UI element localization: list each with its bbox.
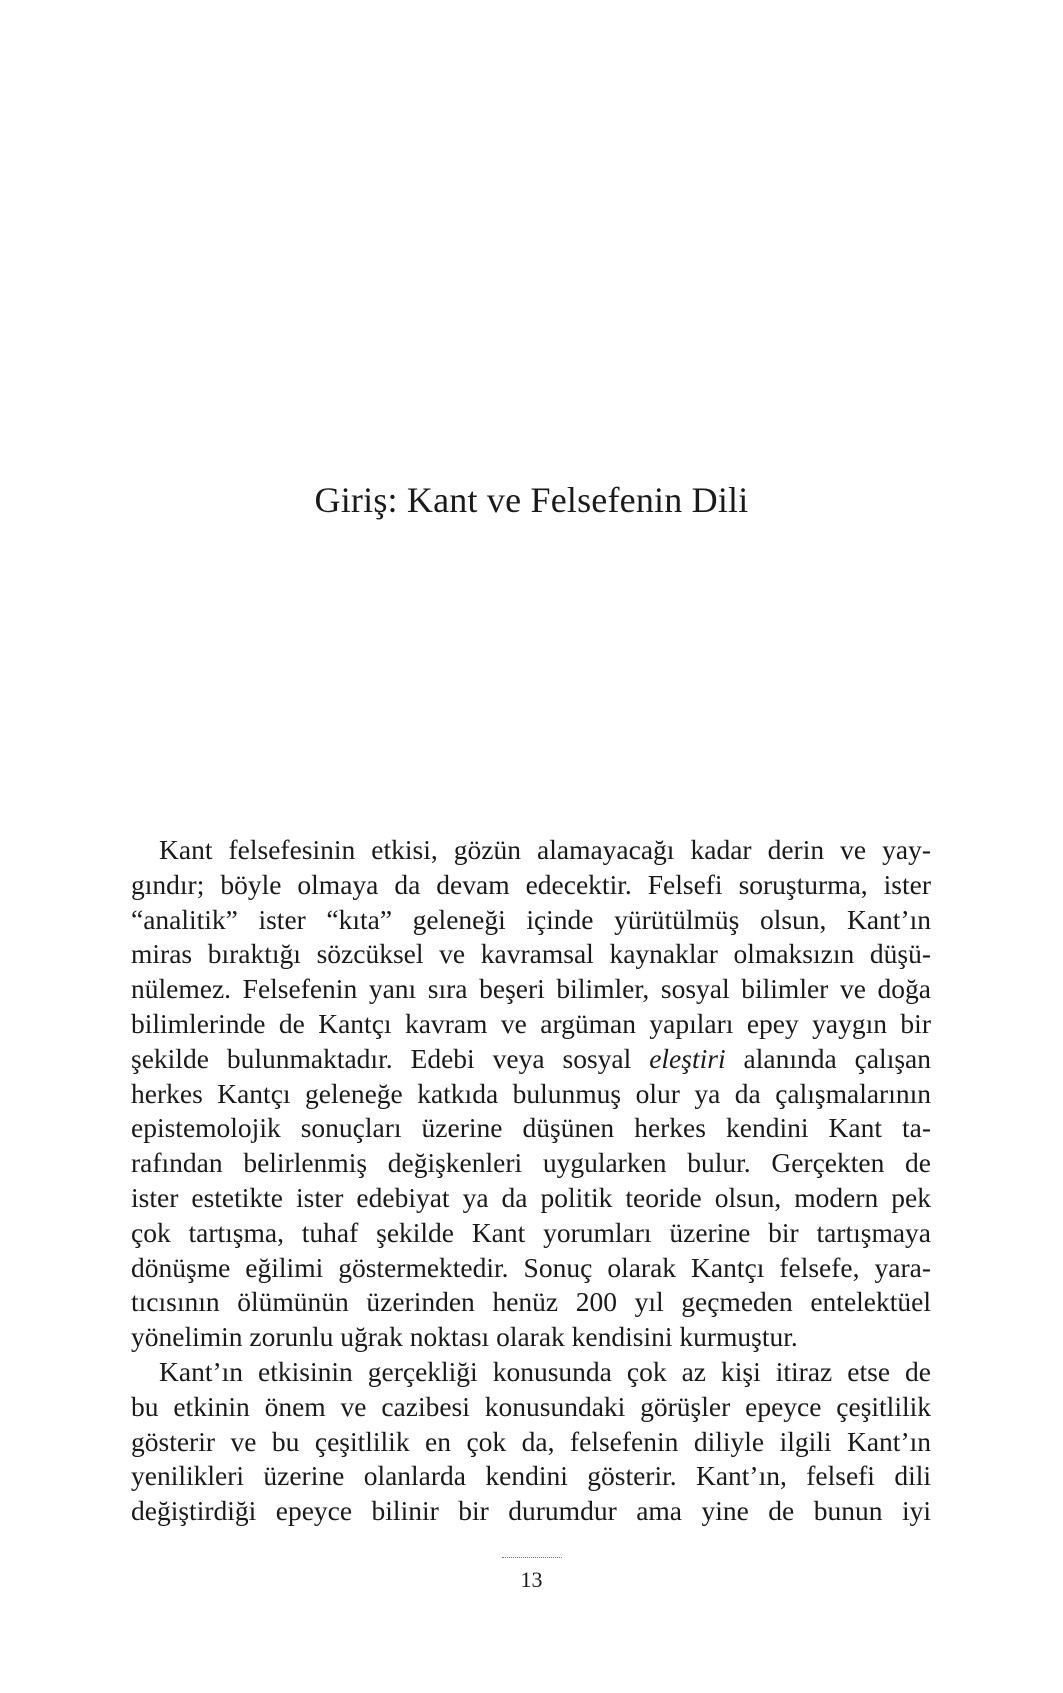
text-line: rafından belirlenmiş değişkenleri uygularken bulur. Gerçekten de — [131, 1147, 931, 1179]
text-line: herkes Kantçı geleneğe katkıda bulunmuş olur ya da çalışmalarının — [131, 1077, 931, 1109]
paragraph-1 — [131, 833, 931, 1355]
text-line: dönüşme eğilimi göstermektedir. Sonuç olarak Kantçı felsefe, yara- — [131, 1251, 931, 1283]
text-segment: alanında çalışan — [743, 1042, 931, 1074]
text-line: Kant’ın etkisinin gerçekliği konusunda çok az kişi itiraz etse de — [159, 1355, 931, 1387]
text-line: çok tartışma, tuhaf şekilde Kant yorumları üzerine bir tartışmaya — [131, 1216, 931, 1248]
text-line: miras bıraktığı sözcüksel ve kavramsal kaynaklar olmaksızın düşü- — [131, 938, 931, 970]
text-line: Kant felsefesinin etkisi, gözün alamayacağı kadar derin ve yay- — [159, 834, 931, 865]
italic-term: eleştiri — [649, 1042, 726, 1074]
text-line — [131, 1042, 931, 1077]
text-segment: şekilde bulunmaktadır. Edebi veya sosyal — [131, 1042, 632, 1074]
body-text — [131, 833, 931, 1529]
page-number-rule — [502, 1557, 562, 1558]
text-line: gındır; böyle olmaya da devam edecektir. Felsefi soruşturma, ister — [131, 868, 931, 900]
text-line: bilimlerinde de Kantçı kavram ve argüman yapıları epey yaygın bir — [131, 1007, 931, 1039]
text-line: ister estetikte ister edebiyat ya da politik teoride olsun, modern pek — [131, 1181, 931, 1213]
text-line: bu etkinin önem ve cazibesi konusundaki görüşler epeyce çeşitlilik — [131, 1390, 931, 1422]
text-line: nülemez. Felsefenin yanı sıra beşeri bilimler, sosyal bilimler ve doğa — [131, 973, 931, 1005]
text-line: tıcısının ölümünün üzerinden henüz 200 yıl geçmeden entelektüel — [131, 1286, 931, 1318]
chapter-title: Giriş: Kant ve Felsefenin Dili — [314, 480, 749, 520]
text-line: “analitik” ister “kıta” geleneği içinde yürütülmüş olsun, Kant’ın — [131, 903, 931, 935]
text-line: yönelimin zorunlu uğrak noktası olarak kendisini kurmuştur. — [131, 1321, 798, 1353]
text-line: değiştirdiği epeyce bilinir bir durumdur ama yine de bunun iyi — [131, 1495, 931, 1527]
page-number: 13 — [520, 1567, 543, 1592]
text-line: epistemolojik sonuçları üzerine düşünen herkes kendini Kant ta- — [131, 1112, 931, 1144]
text-line: yenilikleri üzerine olanlarda kendini gösterir. Kant’ın, felsefi dili — [131, 1460, 931, 1492]
paragraph-2 — [131, 1355, 931, 1529]
text-line: gösterir ve bu çeşitlilik en çok da, felsefenin diliyle ilgili Kant’ın — [131, 1425, 931, 1457]
